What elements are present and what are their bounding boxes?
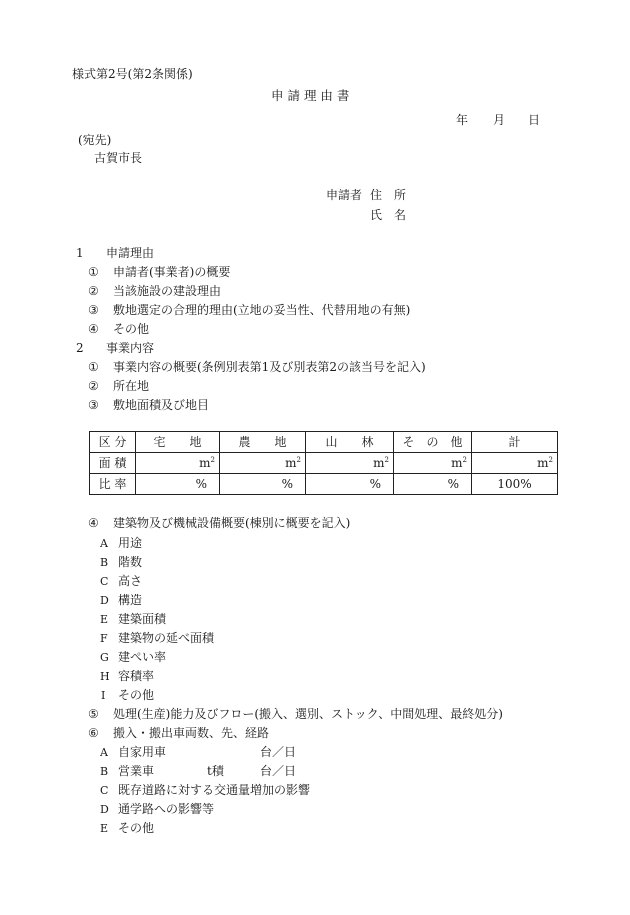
page-title: 申 請 理 由 書 xyxy=(271,88,350,103)
sub-text: 高さ xyxy=(118,574,143,588)
area-input-cell[interactable] xyxy=(220,453,306,474)
s1-item-mark: ④ xyxy=(88,322,99,336)
sub-mark: B xyxy=(100,765,109,778)
sub-mark: F xyxy=(100,632,108,645)
area-input-cell[interactable] xyxy=(306,453,394,474)
ratio-total-cell: 100% xyxy=(472,474,558,495)
table-row xyxy=(90,474,558,495)
s2-item-text: 所在地 xyxy=(113,379,150,393)
vehicles-per-day-unit: 台／日 xyxy=(260,764,297,778)
sub-mark: D xyxy=(100,594,109,607)
sub-mark: E xyxy=(100,822,109,835)
table-header-cell: 計 xyxy=(472,432,558,453)
sub-mark: C xyxy=(100,784,109,797)
applicant-address-label: 住 所 xyxy=(370,188,407,202)
s1-item-text: その他 xyxy=(113,322,150,336)
s1-item-text: 敷地選定の合理的理由(立地の妥当性、代替用地の有無) xyxy=(113,303,411,317)
item4-mark: ④ xyxy=(88,516,99,530)
sub-text: 建築面積 xyxy=(118,612,167,626)
unit-sqm: m xyxy=(373,456,385,470)
sub-text: その他 xyxy=(118,821,155,835)
sub-mark: E xyxy=(100,613,109,626)
sub-text: 建ぺい率 xyxy=(118,650,167,664)
section2-title: 事業内容 xyxy=(106,341,155,355)
date-day: 日 xyxy=(528,113,541,127)
area-input-cell[interactable] xyxy=(472,453,558,474)
ratio-input-cell[interactable]: % xyxy=(220,474,306,495)
section1-number: 1 xyxy=(76,246,84,260)
form-number: 様式第2号(第2条関係) xyxy=(72,67,193,81)
s2-item-text: 事業内容の概要(条例別表第1及び別表第2の該当号を記入) xyxy=(113,360,426,374)
ratio-input-cell[interactable]: % xyxy=(136,474,220,495)
sub-mark: G xyxy=(100,651,109,664)
s1-item-text: 当該施設の建設理由 xyxy=(113,284,222,298)
s1-item-mark: ① xyxy=(88,265,99,279)
s1-item-mark: ③ xyxy=(88,303,99,317)
item6-text: 搬入・搬出車両数、先、経路 xyxy=(113,726,270,740)
unit-sup: 2 xyxy=(296,456,301,464)
applicant-name-label: 氏 名 xyxy=(370,208,407,222)
sub-text: 階数 xyxy=(118,555,143,569)
table-row-label: 面 積 xyxy=(90,453,136,474)
table-header-cell: そ の 他 xyxy=(394,432,472,453)
s2-item-mark: ② xyxy=(88,379,99,393)
sub-mark: I xyxy=(101,689,106,702)
unit-sqm: m xyxy=(285,456,297,470)
unit-sqm: m xyxy=(451,456,463,470)
table-row-label: 比 率 xyxy=(90,474,136,495)
sub-text: 既存道路に対する交通量増加の影響 xyxy=(118,783,311,797)
s1-item-text: 申請者(事業者)の概要 xyxy=(113,265,231,279)
site-area-table xyxy=(89,431,558,495)
section1-title: 申請理由 xyxy=(106,246,155,260)
date-month: 月 xyxy=(493,113,506,127)
tonnage-label: t積 xyxy=(207,764,224,778)
addressee: 古賀市長 xyxy=(94,151,143,165)
section2-number: 2 xyxy=(76,341,84,355)
s2-item-mark: ③ xyxy=(88,398,99,412)
table-row xyxy=(90,453,558,474)
s2-item-mark: ① xyxy=(88,360,99,374)
item6-mark: ⑥ xyxy=(88,726,99,740)
sub-text: その他 xyxy=(118,688,155,702)
sub-text: 建築物の延べ面積 xyxy=(118,631,215,645)
sub-mark: D xyxy=(100,803,109,816)
area-input-cell[interactable] xyxy=(394,453,472,474)
area-input-cell[interactable] xyxy=(136,453,220,474)
sub-text: 構造 xyxy=(118,593,143,607)
addressee-label: (宛先) xyxy=(78,133,112,147)
table-header-cell: 宅 地 xyxy=(136,432,220,453)
unit-sup: 2 xyxy=(462,456,467,464)
table-header-cell: 農 地 xyxy=(220,432,306,453)
s1-item-mark: ② xyxy=(88,284,99,298)
table-header-cell: 山 林 xyxy=(306,432,394,453)
applicant-label: 申請者 xyxy=(326,188,363,202)
ratio-input-cell[interactable]: % xyxy=(394,474,472,495)
sub-text: 自家用車 xyxy=(118,745,167,759)
sub-mark: H xyxy=(100,670,110,683)
table-header-row xyxy=(90,432,558,453)
unit-sqm: m xyxy=(537,456,549,470)
ratio-input-cell[interactable]: % xyxy=(306,474,394,495)
sub-mark: B xyxy=(100,556,109,569)
unit-sup: 2 xyxy=(210,456,215,464)
unit-sup: 2 xyxy=(384,456,389,464)
vehicles-per-day-unit: 台／日 xyxy=(260,745,297,759)
sub-text: 営業車 xyxy=(118,764,155,778)
unit-sqm: m xyxy=(199,456,211,470)
unit-sup: 2 xyxy=(548,456,553,464)
sub-mark: A xyxy=(100,537,108,550)
table-header-cell: 区 分 xyxy=(90,432,136,453)
item5-mark: ⑤ xyxy=(88,707,99,721)
date-year: 年 xyxy=(456,113,469,127)
sub-text: 容積率 xyxy=(118,669,155,683)
sub-text: 用途 xyxy=(118,536,143,550)
s2-item-text: 敷地面積及び地目 xyxy=(113,398,210,412)
sub-text: 通学路への影響等 xyxy=(118,802,215,816)
item4-text: 建築物及び機械設備概要(棟別に概要を記入) xyxy=(113,516,351,530)
item5-text: 処理(生産)能力及びフロー(搬入、選別、ストック、中間処理、最終処分) xyxy=(113,707,503,721)
sub-mark: C xyxy=(100,575,109,588)
sub-mark: A xyxy=(100,746,108,759)
